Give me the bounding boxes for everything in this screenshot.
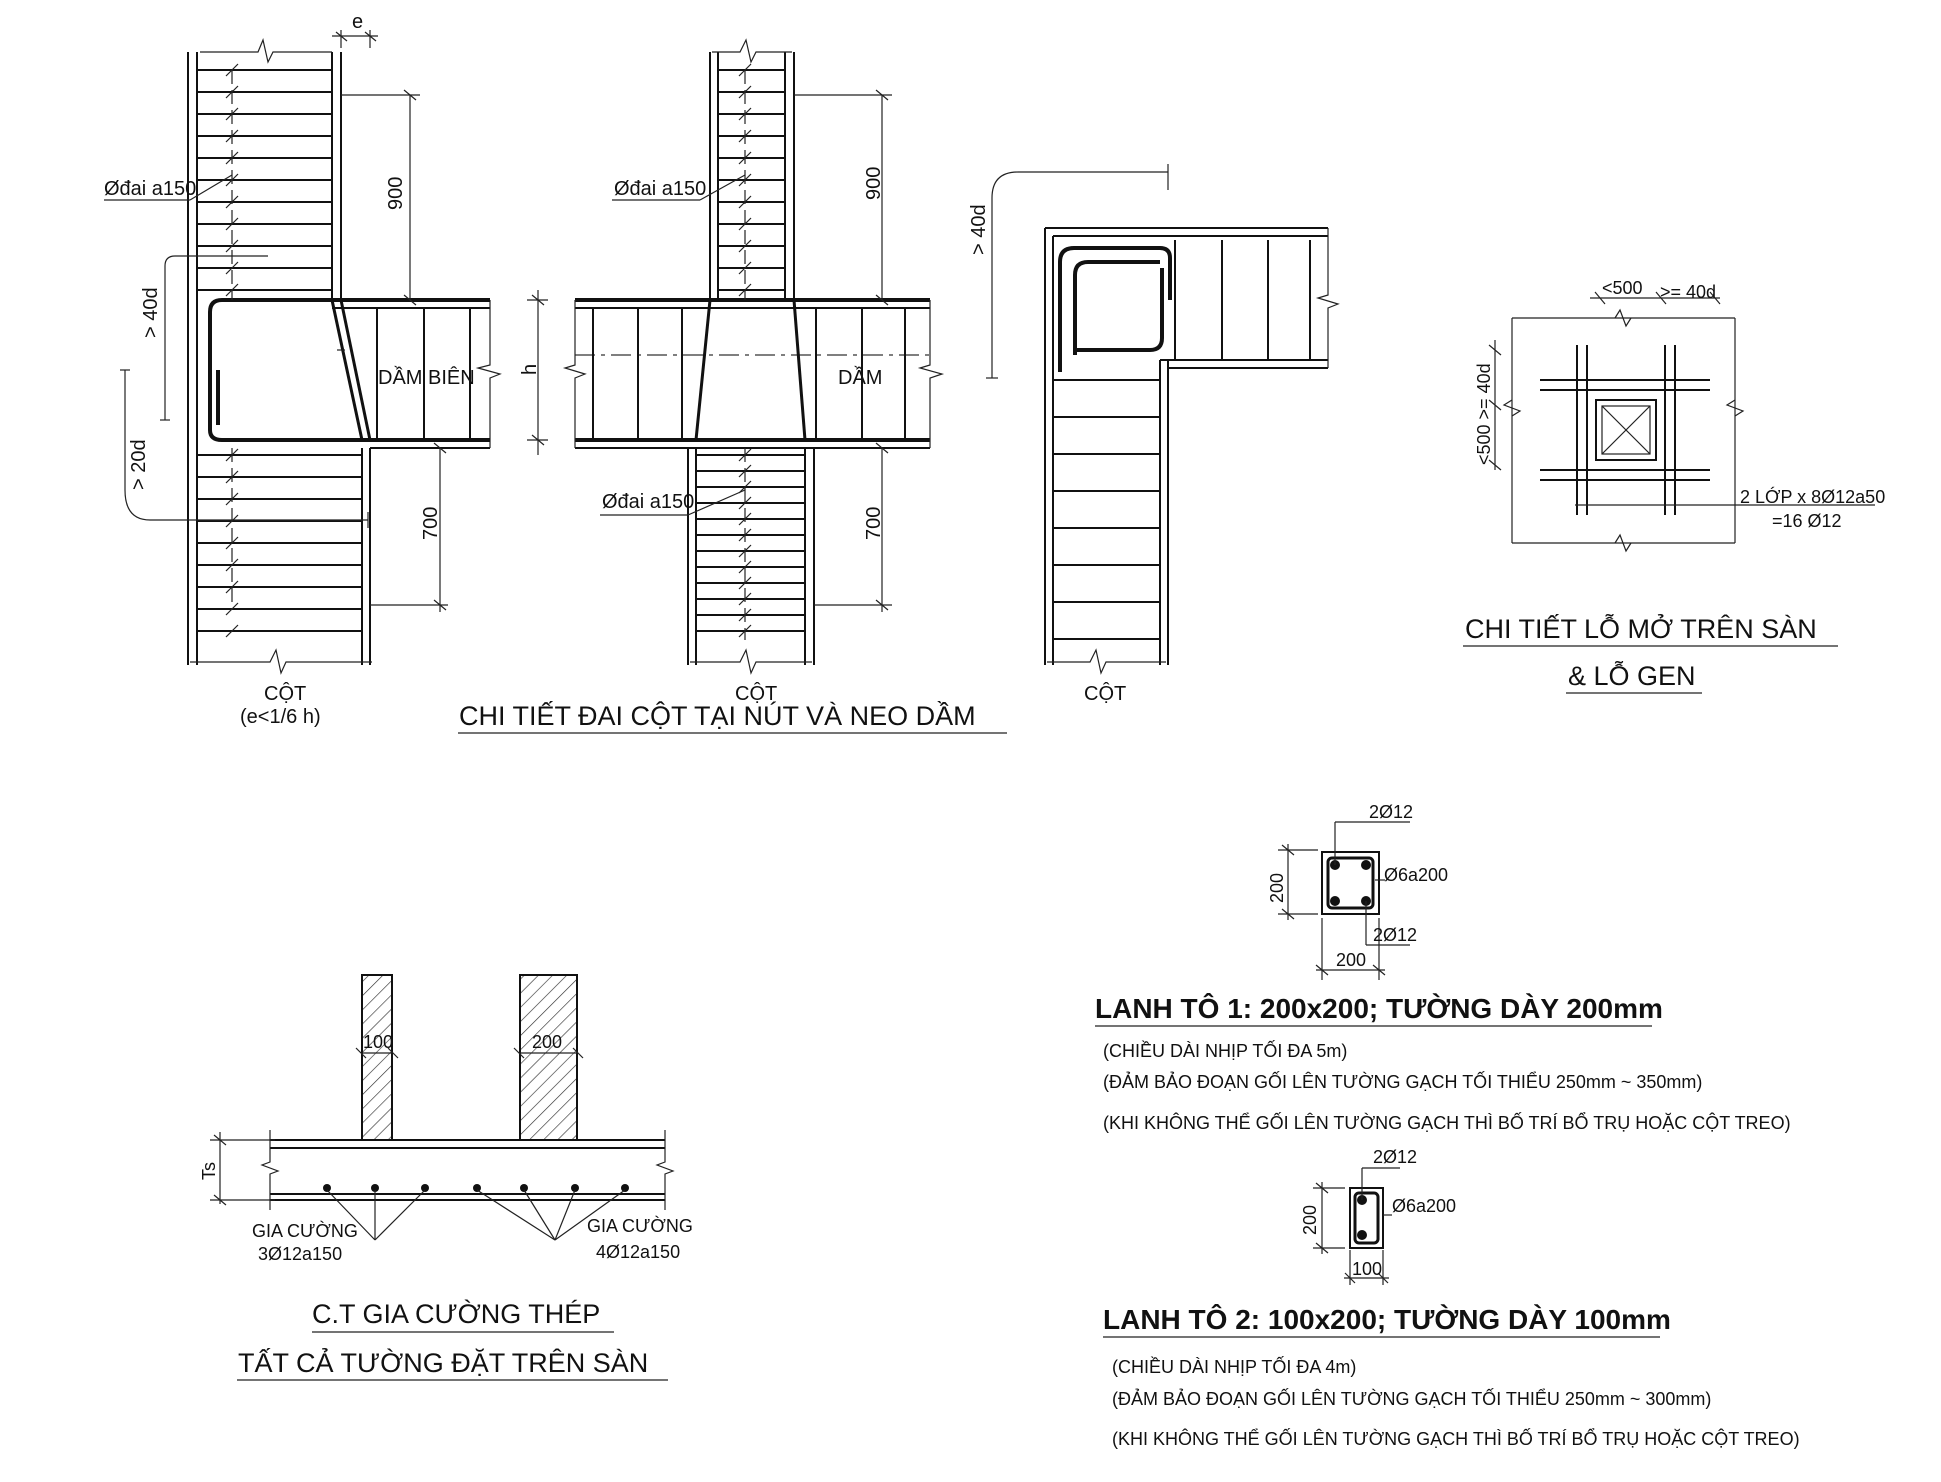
lintel2-title: LANH TÔ 2: 100x200; TƯỜNG DÀY 100mm xyxy=(1103,1304,1671,1335)
left-anchor-20d: > 20d xyxy=(128,439,150,490)
lintel1-dim-h: 200 xyxy=(1267,872,1287,903)
lintel2-note1: (CHIỀU DÀI NHỊP TỐI ĐA 4m) xyxy=(1112,1357,1357,1377)
wall-ts-label: Ts xyxy=(199,1162,219,1180)
wall-right-label2: 4Ø12a150 xyxy=(596,1242,681,1262)
lintel2-dim-w: 100 xyxy=(1352,1259,1383,1279)
lintel1-note1: (CHIỀU DÀI NHỊP TỐI ĐA 5m) xyxy=(1103,1041,1348,1061)
left-dim-900: 900 xyxy=(385,176,407,210)
lintel1-note2: (ĐẢM BẢO ĐOẠN GỐI LÊN TƯỜNG GẠCH TỐI THIỂU 250mm ~ 350mm) xyxy=(1103,1072,1703,1092)
corner-column-label: CỘT xyxy=(1084,683,1127,705)
lintel1-stirrup: Ø6a200 xyxy=(1384,865,1449,885)
opening-title-line1: CHI TIẾT LỖ MỞ TRÊN SÀN xyxy=(1465,614,1817,644)
middle-joint-detail xyxy=(527,40,942,673)
joint-detail-title: CHI TIẾT ĐAI CỘT TẠI NÚT VÀ NEO DẦM xyxy=(459,701,976,731)
wall-reinforcement-detail xyxy=(210,975,673,1240)
left-stirrup-label: Øđai a150 xyxy=(104,178,197,200)
opening-title-line2: & LỖ GEN xyxy=(1568,661,1696,691)
opening-rebar-note1: 2 LỚP x 8Ø12a50 xyxy=(1740,487,1886,507)
left-anchor-40d: > 40d xyxy=(140,287,162,338)
middle-stirrup-top-label: Øđai a150 xyxy=(614,178,707,200)
left-dim-700: 700 xyxy=(420,506,442,540)
opening-rebar-note2: =16 Ø12 xyxy=(1772,511,1842,531)
middle-stirrup-bottom-label: Øđai a150 xyxy=(602,491,695,513)
opening-dim-500: <500 xyxy=(1602,278,1643,298)
left-dim-e: e xyxy=(352,11,364,33)
lintel2-top-bar: 2Ø12 xyxy=(1373,1147,1418,1167)
middle-dim-700: 700 xyxy=(863,506,885,540)
lintel1-note3: (KHI KHÔNG THỂ GỐI LÊN TƯỜNG GẠCH THÌ BỐ TRÍ BỔ TRỤ HOẶC CỘT TREO) xyxy=(1103,1113,1791,1133)
corner-joint-detail xyxy=(986,164,1338,673)
left-joint-detail xyxy=(104,30,500,673)
wall-title-line2: TẤT CẢ TƯỜNG ĐẶT TRÊN SÀN xyxy=(238,1348,649,1378)
lintel1-bottom-bar: 2Ø12 xyxy=(1373,925,1418,945)
wall-left-label1: GIA CƯỜNG xyxy=(252,1221,358,1241)
lintel1-dim-w: 200 xyxy=(1336,950,1367,970)
left-beam-label: DẦM BIÊN xyxy=(378,367,475,389)
middle-beam-label: DẦM xyxy=(838,367,883,389)
wall-200-label: 200 xyxy=(532,1032,563,1052)
lintel2-note2: (ĐẢM BẢO ĐOẠN GỐI LÊN TƯỜNG GẠCH TỐI THIỂU 250mm ~ 300mm) xyxy=(1112,1389,1712,1409)
corner-anchor-40d: > 40d xyxy=(968,204,990,255)
left-column-note: (e<1/6 h) xyxy=(240,706,321,728)
opening-dim-40d: >= 40d xyxy=(1660,282,1717,302)
wall-left-label2: 3Ø12a150 xyxy=(258,1244,343,1264)
middle-column-label: CỘT xyxy=(735,683,778,705)
wall-right-label1: GIA CƯỜNG xyxy=(587,1216,693,1236)
wall-title-line1: C.T GIA CƯỜNG THÉP xyxy=(312,1299,601,1329)
lintel1-title: LANH TÔ 1: 200x200; TƯỜNG DÀY 200mm xyxy=(1095,993,1663,1024)
wall-100-label: 100 xyxy=(363,1032,394,1052)
opening-dim-side: <500 >= 40d xyxy=(1474,363,1494,465)
lintel2-note3: (KHI KHÔNG THỂ GỐI LÊN TƯỜNG GẠCH THÌ BỐ TRÍ BỔ TRỤ HOẶC CỘT TREO) xyxy=(1112,1429,1800,1449)
middle-dim-h: h xyxy=(519,363,541,375)
left-column-label: CỘT xyxy=(264,683,307,705)
lintel2-dim-h: 200 xyxy=(1300,1204,1320,1235)
lintel2-stirrup: Ø6a200 xyxy=(1392,1196,1457,1216)
lintel1-top-bar: 2Ø12 xyxy=(1369,802,1414,822)
middle-dim-900: 900 xyxy=(863,166,885,200)
